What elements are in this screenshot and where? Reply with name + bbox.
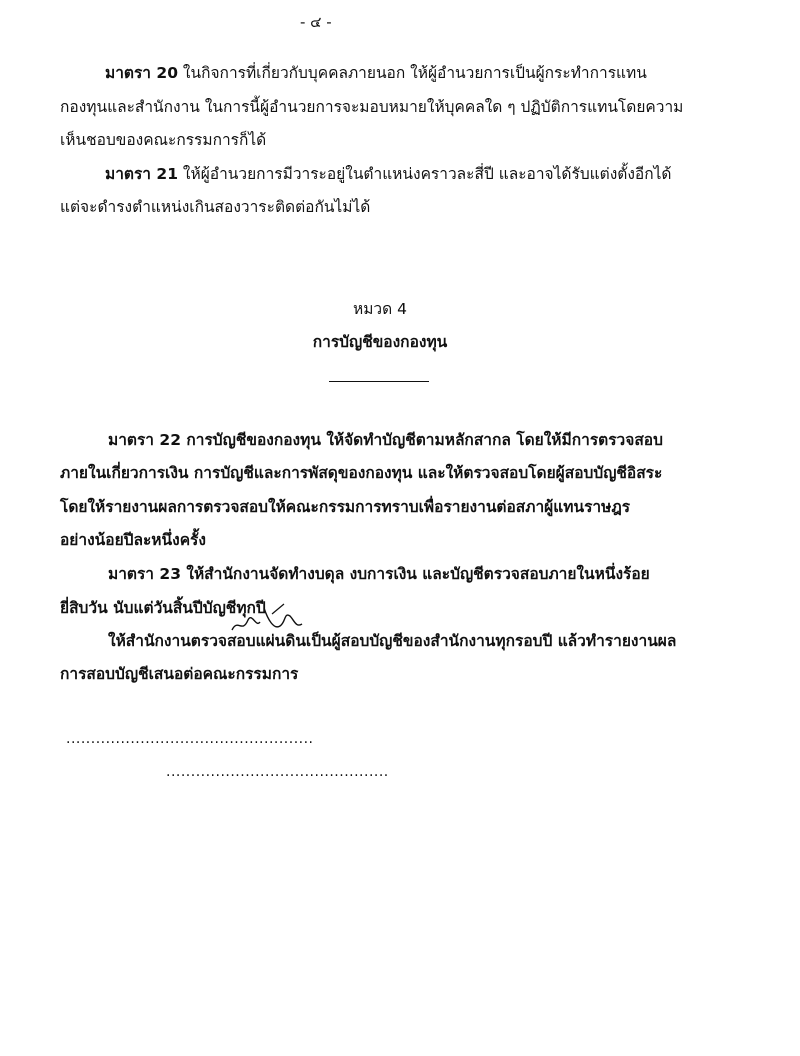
section-20-text-3: เห็นชอบของคณะกรรมการก็ได้ [60, 131, 267, 149]
chapter-title: การบัญชีของกองทุน [312, 333, 448, 351]
section-21-label: มาตรา 21 [105, 165, 178, 183]
section-22-text-2: ภายในเกี่ยวการเงิน การบัญชีและการพัสดุของกองทุน และให้ตรวจสอบโดยผู้สอบบัญชีอิสระ [60, 464, 663, 482]
dotted-line-1: .................................................. [66, 731, 314, 747]
page-number: - ๔ - [300, 13, 332, 31]
section-20-text-1: ในกิจการที่เกี่ยวกับบุคคลภายนอก ให้ผู้อำนวยการเป็นผู้กระทำการแทน [182, 64, 647, 82]
section-23-text-3: ให้สำนักงานตรวจสอบแผ่นดินเป็นผู้สอบบัญชีของสำนักงานทุกรอบปี แล้วทำรายงานผล [108, 632, 677, 650]
section-21-text-2: แต่จะดำรงตำแหน่งเกินสองวาระติดต่อกันไม่ได้ [60, 198, 371, 216]
dotted-line-2: ............................................. [166, 764, 389, 780]
section-23-text-1: ให้สำนักงานจัดทำงบดุล งบการเงิน และบัญชีตรวจสอบภายในหนึ่งร้อย [186, 565, 650, 583]
section-21-first-line [105, 163, 671, 185]
section-20-first-line [105, 62, 647, 84]
handwritten-initials [228, 600, 318, 640]
section-20-label: มาตรา 20 [105, 64, 178, 82]
section-20-text-2: กองทุนและสำนักงาน ในการนี้ผู้อำนวยการจะมอบหมายให้บุคคลใด ๆ ปฏิบัติการแทนโดยความ [60, 98, 684, 116]
section-22-text-1: การบัญชีของกองทุน ให้จัดทำบัญชีตามหลักสากล โดยให้มีการตรวจสอบ [186, 431, 663, 449]
chapter-heading: หมวด 4 [353, 300, 407, 318]
chapter-divider [329, 381, 429, 382]
section-23-label: มาตรา 23 [108, 565, 181, 583]
section-21-text-1: ให้ผู้อำนวยการมีวาระอยู่ในตำแหน่งคราวละสี่ปี และอาจได้รับแต่งตั้งอีกได้ [182, 165, 672, 183]
section-23-text-4: การสอบบัญชีเสนอต่อคณะกรรมการ [60, 665, 299, 683]
section-22-label: มาตรา 22 [108, 431, 181, 449]
section-22-text-3: โดยให้รายงานผลการตรวจสอบให้คณะกรรมการทราบเพื่อรายงานต่อสภาผู้แทนราษฎร [60, 498, 631, 516]
section-23-first-line [108, 563, 650, 585]
section-22-text-4: อย่างน้อยปีละหนึ่งครั้ง [60, 531, 206, 549]
section-22-first-line [108, 429, 663, 451]
section-23-text-2: ยี่สิบวัน นับแต่วันสิ้นปีบัญชีทุกปี [60, 599, 266, 617]
